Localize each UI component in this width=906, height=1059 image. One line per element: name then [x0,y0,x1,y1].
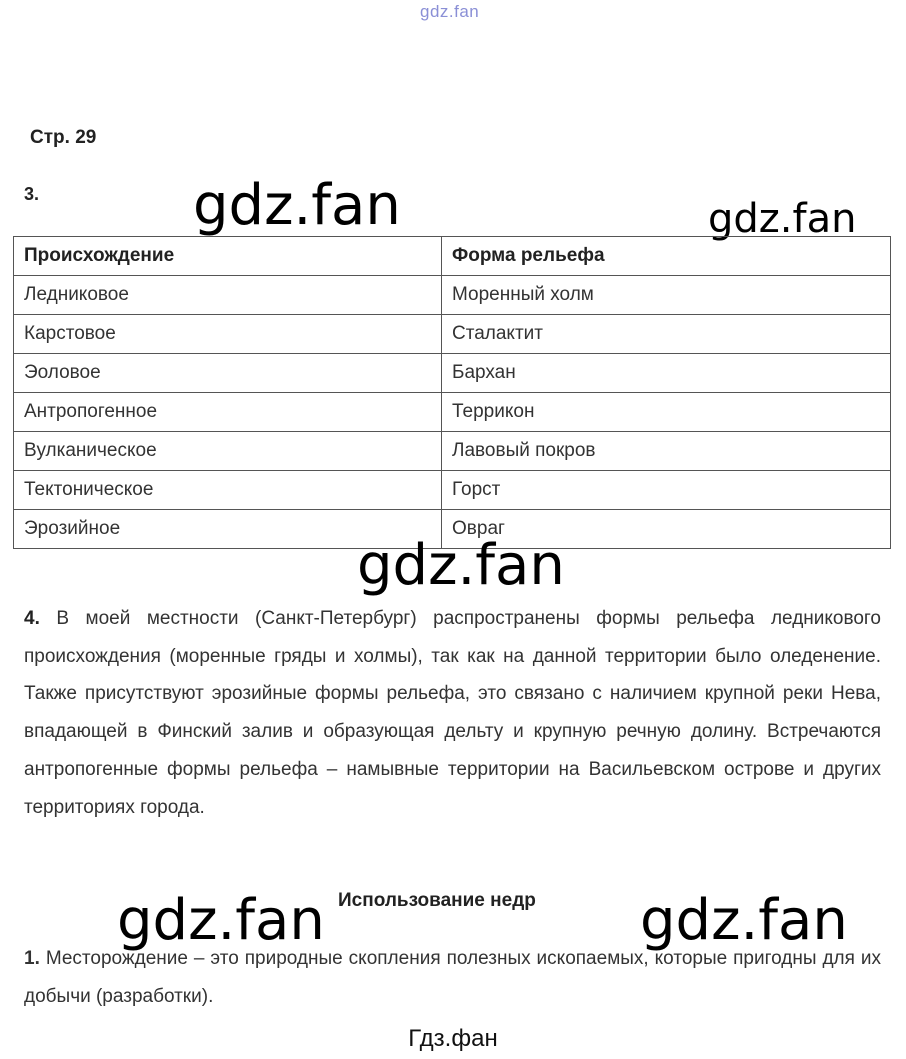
origin-cell: Ледниковое [14,276,442,315]
relief-form-cell: Моренный холм [442,276,891,315]
relief-form-cell: Овраг [442,510,891,549]
section-heading: Использование недр [338,890,536,911]
watermark-5: gdz.fan [640,888,848,953]
origin-cell: Эрозийное [14,510,442,549]
table-row [14,354,891,393]
origin-cell: Вулканическое [14,432,442,471]
footer-watermark: Гдз.фан [408,1025,498,1052]
task-4-text: В моей местности (Санкт-Петербург) распространены формы рельефа ледникового происхождения (моренные гряды и холмы), так как на данной территории было оледенение. Также присутствуют эрозийные формы рельефа, это связано с наличием крупной реки Нева, впадающей в Финский залив и образующая дельту и крупную речную долину. Встречаются антропогенные формы рельефа – намывные территории на Васильевском острове и других территориях города. [24,608,882,818]
origin-cell: Антропогенное [14,393,442,432]
table-row [14,393,891,432]
watermark-2: gdz.fan [708,196,857,242]
section-task-1-number: 1. [24,948,40,969]
relief-form-cell: Террикон [442,393,891,432]
watermark-3: gdz.fan [357,533,565,598]
section-task-1-paragraph [24,940,881,1016]
table-row [14,315,891,354]
header-origin: Происхождение [14,237,442,276]
table-row [14,471,891,510]
section-task-1-text: Месторождение – это природные скопления полезных ископаемых, которые пригодны для их добычи (разработки). [24,948,881,1007]
origin-cell: Тектоническое [14,471,442,510]
watermark-4: gdz.fan [117,888,325,953]
table-row [14,432,891,471]
relief-form-cell: Сталактит [442,315,891,354]
header-relief-form: Форма рельефа [442,237,891,276]
page-reference: Стр. 29 [30,127,97,148]
task-3-number: 3. [24,184,40,204]
task-4-number: 4. [24,608,40,629]
table-row [14,276,891,315]
watermark-top: gdz.fan [420,2,480,21]
origin-cell: Карстовое [14,315,442,354]
relief-form-cell: Бархан [442,354,891,393]
task-4-paragraph [24,600,881,826]
watermark-1: gdz.fan [193,173,401,238]
origin-cell: Эоловое [14,354,442,393]
table-header-row [14,237,891,276]
relief-origin-table [13,236,891,549]
relief-form-cell: Лавовый покров [442,432,891,471]
relief-form-cell: Горст [442,471,891,510]
